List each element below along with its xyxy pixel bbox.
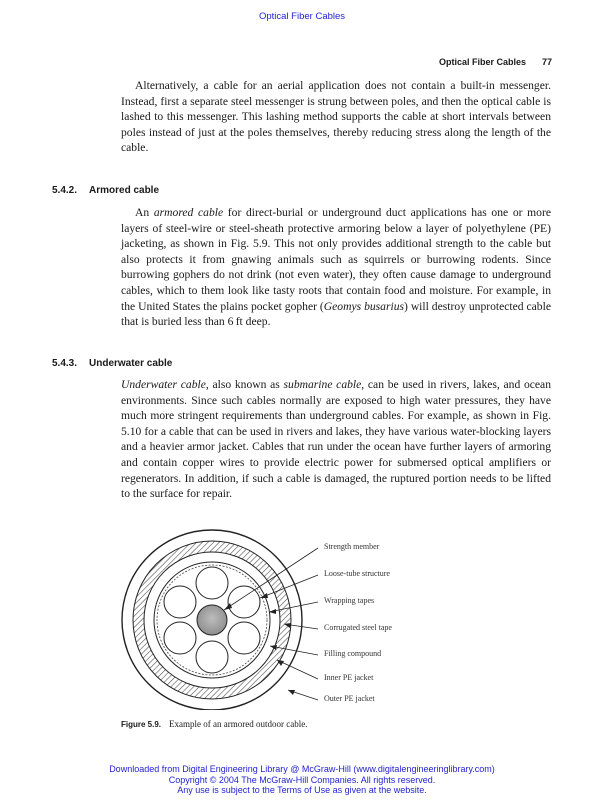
footer-terms: Any use is subject to the Terms of Use as given at the website.	[177, 785, 427, 795]
footer-copyright: Copyright © 2004 The McGraw-Hill Companies. All rights reserved.	[168, 774, 436, 785]
armored-text	[121, 205, 551, 330]
armored-paragraph	[121, 205, 551, 330]
strength-member	[197, 605, 227, 635]
figure-caption-text: Example of an armored outdoor cable.	[169, 719, 308, 729]
running-title: Optical Fiber Cables	[438, 57, 526, 67]
text-run: An	[135, 206, 154, 219]
footer-notice	[0, 764, 604, 796]
text-run: for direct-burial or underground duct applications has one or more layers of steel-wire or steel-sheath protective armoring below a layer of polyethylene (PE) jacketing, as shown in Fig. 5.9. This not only provides additional strength to the cable but also protects it from gnawing animals such as squirrels or burrowing rodents. Since burrowing gophers do not drink (not even water), they often cause damage to underground cables, which to them look like tasty roots that contain food and moisture. For example, in the United States the plains pocket gopher (	[121, 206, 551, 313]
intro-text: Alternatively, a cable for an aerial application does not contain a built-in messenger. Instead, first a separate steel messenger is strung between poles, and then the optical cable is lashed to this messenger. This lashing method supports the cable at short intervals between poles instead of just at the poles themselves, thereby reducing stress along the length of the cable.	[121, 79, 551, 155]
footer-download-link[interactable]: Downloaded from Digital Engineering Library @ McGraw-Hill (www.digitalengineeringlibrary.com)	[109, 764, 495, 774]
label-outer-pe-jacket: Outer PE jacket	[324, 694, 375, 703]
section-heading-underwater	[52, 358, 172, 369]
figure-caption	[121, 719, 307, 729]
term-armored-cable: armored cable	[153, 206, 224, 219]
label-loose-tube-structure: Loose-tube structure	[324, 569, 390, 578]
section-heading-armored	[52, 185, 159, 196]
label-corrugated-steel-tape: Corrugated steel tape	[324, 623, 392, 632]
section-title: Armored cable	[89, 185, 160, 196]
document-link-title[interactable]: Optical Fiber Cables	[258, 11, 346, 22]
label-wrapping-tapes: Wrapping tapes	[324, 596, 375, 605]
cable-cross-section-diagram	[120, 528, 560, 710]
term-underwater-cable: Underwater cable	[121, 378, 206, 391]
figure-number: Figure 5.9.	[121, 720, 162, 729]
section-number: 5.4.3.	[52, 358, 78, 369]
term-submarine-cable: submarine cable	[283, 378, 362, 391]
section-number: 5.4.2.	[52, 185, 78, 196]
label-inner-pe-jacket: Inner PE jacket	[324, 673, 374, 682]
label-strength-member: Strength member	[324, 542, 380, 551]
running-header	[439, 57, 552, 67]
text-run: , also known as	[205, 378, 284, 391]
species-name: Geomys busarius	[323, 299, 405, 313]
section-title: Underwater cable	[89, 358, 173, 369]
text-run: , can be used in rivers, lakes, and ocean environments. Since such cables normally are exposed to high water pressures, they have much more stringent requirements than underground cables. For example, as shown in Fig. 5.10 for a cable that can be used in rivers and lakes, they have various water-blocking layers and a heavier armor jacket. Cables that run under the ocean have further layers of armoring and contain copper wires to provide electric power for submersed optical amplifiers or regenerators. In addition, if such a cable is damaged, the ruptured portion needs to be lifted to the surface for repair.	[121, 378, 551, 501]
label-filling-compound: Filling compound	[324, 649, 382, 658]
figure-armored-cable	[120, 528, 560, 710]
intro-paragraph	[121, 78, 551, 156]
page-number: 77	[541, 57, 552, 67]
underwater-paragraph	[121, 377, 551, 502]
text-run: ) will destroy unprotected cable that is buried less than 6 ft deep.	[121, 299, 551, 329]
underwater-text	[121, 377, 551, 502]
